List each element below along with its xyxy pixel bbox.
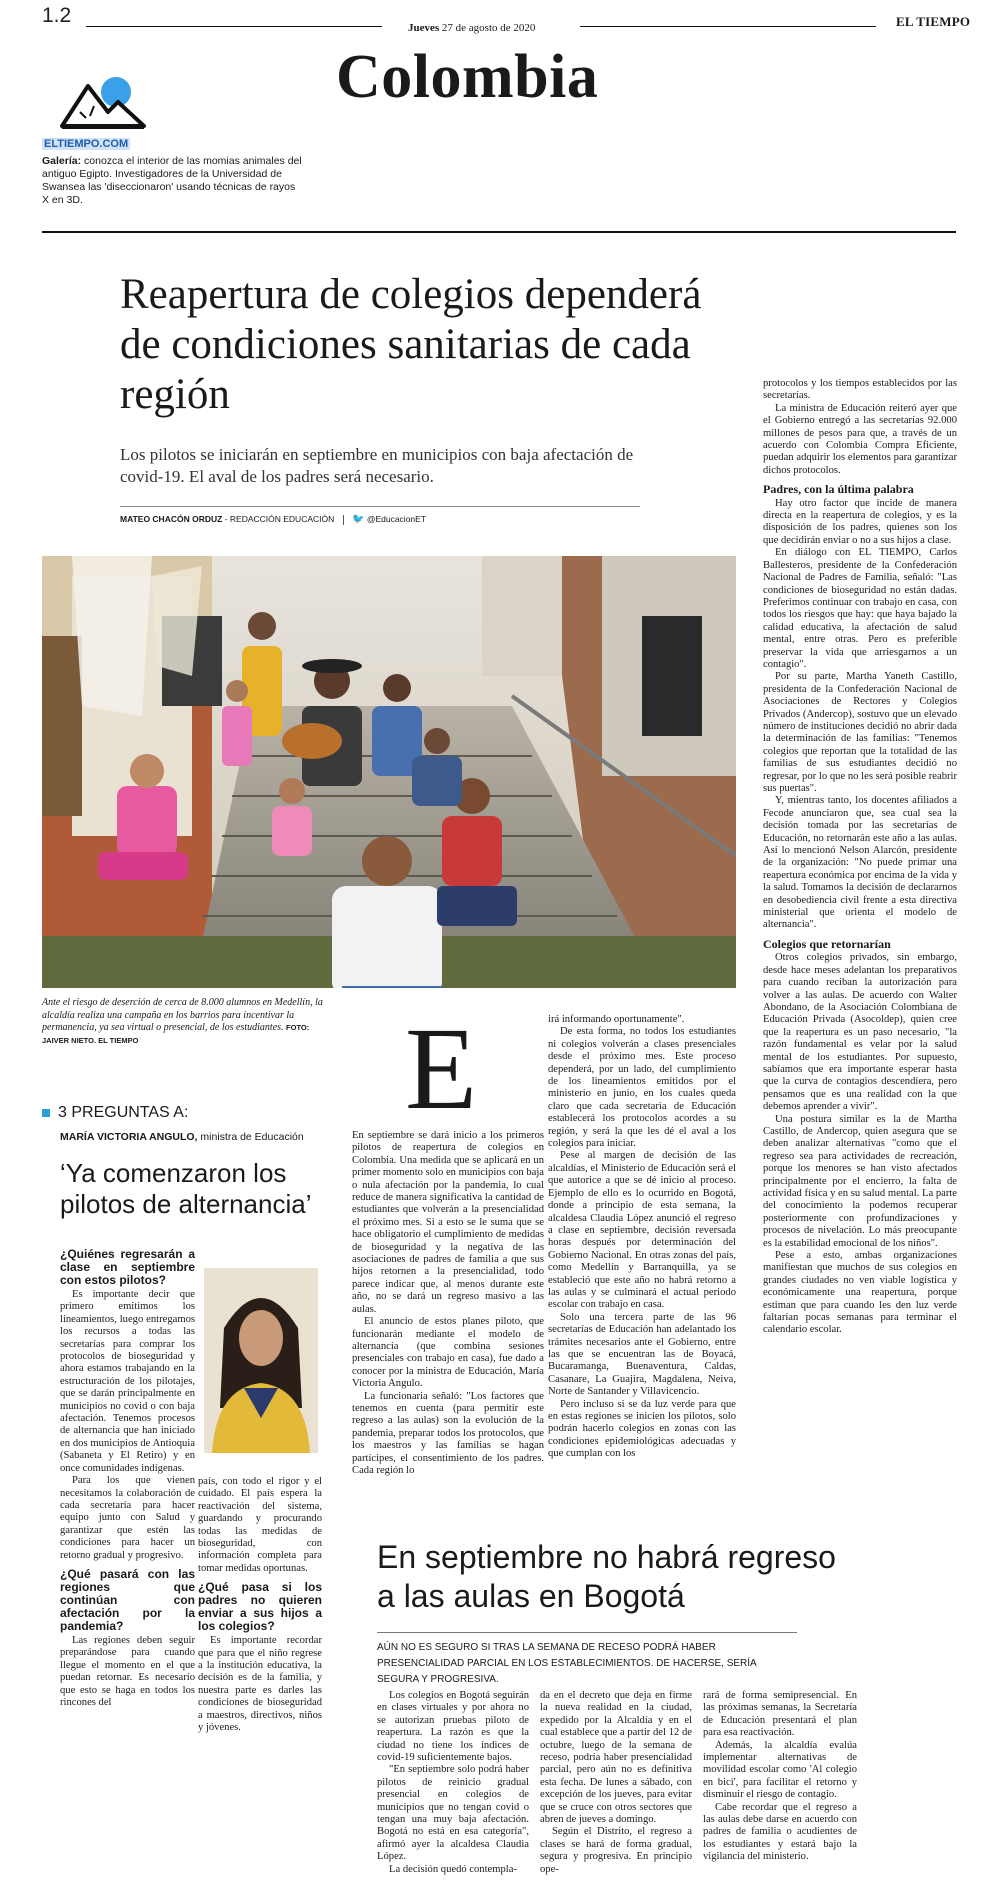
- byline-rule: [120, 506, 640, 507]
- masthead-rule-right: [580, 26, 876, 27]
- top-section-rule: [42, 231, 956, 233]
- drop-cap: E: [405, 1003, 478, 1134]
- section-title: Colombia: [336, 43, 599, 111]
- article-headline: Reapertura de colegios dependerá de condiciones sanitarias de cada región: [120, 271, 702, 418]
- article-deck: Los pilotos se iniciarán en septiembre en municipios con baja afectación de covid-19. El aval de los padres será necesario.: [120, 445, 634, 486]
- article-photo: [42, 556, 736, 988]
- interview-column-1: ¿Quiénes regresarán a clase en septiembre con estos pilotos? Es importante decir que primero emitimos los lineamientos, luego entregamos los recursos a todas las secretarías para comprar los protocolos de bioseguridad y ahora estamos trabajando en la estructuración de los pilotajes, que se darán principalmente en municipios no covid o con baja afectación. Tenemos procesos de alternancia que han iniciado en dos municipios de Antioquia (Sabaneta y El Retiro) y en once comunidades indígenas. Para los que vienen necesitamos la colaboración de cada secretaría para hacer equipo junto con Salud y garantizar que estén las condiciones para hacer un retorno gradual y progresivo. ¿Qué pasará con las regiones que continúan con afectación por la pandemia? Las regiones deben seguir preparándose para cuando llegue el momento en el que puedan retornar. Es necesario que esto se haga en todos los rincones del: [60, 1247, 195, 1708]
- photo-caption: Ante el riesgo de deserción de cerca de 8.000 alumnos en Medellín, la alcaldía realiza una campaña en los barrios para incentivar la permanencia, ya sea virtual o presencial, de los estudiantes. FOTO: JAIVER NIETO. EL TIEMPO: [42, 997, 323, 1045]
- photo-credit: FOTO: JAIVER NIETO. EL TIEMPO: [42, 1023, 310, 1045]
- page-date: Jueves 27 de agosto de 2020: [408, 22, 536, 34]
- interview-column-2: país, con todo el rigor y el cuidado. El país espera la reactivación del sistema, guardando y procurando todas las medidas de bioseguridad, con información completa para tomar medidas oportunas. ¿Qué pasa si los padres no quieren enviar a sus hijos a los colegios? Es importante recordar que para que el niño regrese a la institución educativa, la decisión es de la familia, y nuestra parte es darles las condiciones de bioseguridad a maestros, directivos, niños y jóvenes.: [198, 1476, 322, 1734]
- page-number: 1.2: [42, 4, 72, 27]
- twitter-icon: 🐦: [352, 514, 365, 525]
- promo-icon: [58, 72, 148, 132]
- article-column-2: irá informando oportunamente". De esta forma, no todos los estudiantes ni colegios volverán a clases presenciales desde el próximo mes. Este proceso dependerá, por un lado, del cumplimiento de los lineamientos emitidos por el ministerio en junio, en los cuales queda claro que cada secretaría de Educación establecerá los protocolos acordes a su región, y será la que les dé el aval a los colegios para iniciar. Pese al margen de decisión de las alcaldías, el Ministerio de Educación será el que autorice a que se dé inicio al proceso. Ejemplo de ello es lo ocurrido en Bogotá, donde a principio de esta semana, la alcaldesa Claudia López anunció el regreso a clase en septiembre, decisión reversada horas después por determinación del Gobierno Nacional. En otras zonas del país, como Medellín y Barranquilla, ya se estableció que este año no habrá retorno a las aulas y se culminará el actual periodo escolar con trabajo en casa. Solo una tercera parte de las 96 secretarías de Educación han adelantado los trámites necesarios ante el Gobierno, entre las que se encuentran las de Boyacá, Bucaramanga, Buenaventura, Caldas, Casanare, La Guajira, Magdalena, Neiva, Norte de Santander y Villavicencio. Pero incluso si se da luz verde para que en estas regiones se inicien los pilotos, solo podrán hacerlo colegios en zonas con las condiciones epidemiológicas adecuadas y que cumplan con los: [548, 1014, 736, 1460]
- promo-site-link[interactable]: ELTIEMPO.COM: [44, 138, 129, 150]
- sidebar-column-2: da en el decreto que deja en firme la nueva realidad en la ciudad, expedido por la Alcaldía y en el cual establece que a partir del 12 de octubre, luego de la semana de receso, podría haber presencialidad parcial, pero aún no es definitiva esta fecha. De lunes a sábado, con excepción de los jueves, para evitar que se cruce con otros sectores que abren de jueves a domingo. Según el Distrito, el regreso a clases se hará de forma gradual, segura y progresiva. En principio ope-: [540, 1690, 692, 1875]
- interview-kicker: 3 PREGUNTAS A:: [42, 1104, 188, 1122]
- sidebar-rule: [377, 1632, 797, 1633]
- sidebar-deck: AÚN NO ES SEGURO SI TRAS LA SEMANA DE RECESO PODRÁ HABER PRESENCIALIDAD PARCIAL EN LOS ESTABLECIMIENTOS. DE HACERSE, SERÍA SEGURA Y PROGRESIVA.: [377, 1642, 757, 1685]
- interview-byline: MARÍA VICTORIA ANGULO, ministra de Educación: [60, 1131, 304, 1143]
- article-column-1: En septiembre se dará inicio a los primeros pilotos de reapertura de colegios en Colombia. Una medida que se aplicará en un primer momento solo en municipios con baja o nula afectación por la pandemia, lo cual reduce de manera significativa la cantidad de estudiantes que volverán a la presencialidad el próximo mes. Si a esto se le suma que se hace obligatorio el cumplimiento de medidas de bioseguridad y la negativa de las asociaciones de padres de familia a que sus hijos retornen a la presencialidad, todo parece indicar que, al menos durante este año, no se dará un regreso masivo a las aulas. El anuncio de estos planes piloto, que funcionarán mediante el modelo de alternancia (que combina sesiones presenciales con trabajo en casa), fue dado a conocer por la ministra de Educación, María Victoria Angulo. La funcionaria señaló: "Los factores que tenemos en cuenta (para permitir este regreso a las aulas) son la evolución de la pandemia, preparar todos los protocolos, que los maestros y las familias se hagan partícipes, el consentimiento de los padres. Cada región lo: [352, 1130, 544, 1476]
- article-column-3: protocolos y los tiempos establecidos por las secretarías. La ministra de Educación reiteró ayer que el Gobierno entregó a las secretarías 92.000 millones de pesos para que, a través de un acuerdo con Colombia Compra Eficiente, puedan adquirir los elementos para garantizar dichos protocolos. Padres, con la última palabra Hay otro factor que incide de manera directa en la reapertura de colegios, y es la disposición de los padres, quienes son los que decidirán enviar o no a sus hijos a clase. En diálogo con EL TIEMPO, Carlos Ballesteros, presidente de la Confederación Nacional de Padres de Familia, señaló: "Las condiciones de bioseguridad no están dadas. Preferimos continuar con trabajo en casa, con todos los riesgos que hay: que haya bajado la calidad educativa, la afectación de salud mental, entre otras. Pero es preferible preservar la vida que arriesgarnos a un contagio". Por su parte, Martha Yaneth Castillo, presidenta de la Confederación Nacional de Asociaciones de Rectores y Colegios Privados (Andercop), sostuvo que un elevado número de instituciones decidió no abrir dada la determinación de las familias: "Tenemos colegios que reportan que la totalidad de las familias de sus estudiantes decidió no regresar, por lo que no les será posible reabrir sus puertas". Y, mientras tanto, los docentes afiliados a Fecode anunciaron que, sea cual sea la decisión tomada por las secretarías de Educación, no retornarán este año a las aulas. Así lo mencionó Nelson Alarcón, presidente de la organización: "No puede primar una reapertura económica por encima de la vida y la salud. Tomamos la decisión de declararnos en desobediencia civil frente a esta directiva ministerial que orienta el modelo de alternancia". Colegios que retornarían Otros colegios privados, sin embargo, desde hace meses adelantan los preparativos para cuando reciban la autorización para volver a las aulas. De acuerdo con Walter Abondano, de la Asociación Colombiana de Educación Privada (Asocoldep), quien cree que la reapertura es un paso necesario, "la razón fundamental es velar por la salud mental de los estudiantes. Por supuesto, sabíamos que era importante esperar hasta que la curva de contagios descendiera, pero pensamos que es una realidad con la que debemos aprender a vivir". Una postura similar es la de Martha Castillo, de Andercop, quien asegura que se deben analizar alternativas "como que el regreso sea para actividades de recreación, porque los menores se han visto afectados principalmente por el encierro, la falta de actividad física y en su salud mental. La parte del conocimiento la podemos recuperar posteriormente con profundizaciones y procesos de nivelación. Lo más preocupante es la estabilidad emocional de los niños". Pese a esto, ambas organizaciones manifiestan que muchos de sus colegios en grandes ciudades no ven viable logística y económicamente una reapertura, porque estiman que para cuando les den luz verde faltarían pocas semanas para terminar el calendario escolar.: [763, 378, 957, 1336]
- sidebar-headline: En septiembre no habrá regreso a las aulas en Bogotá: [377, 1539, 836, 1614]
- masthead-rule-left: [86, 26, 382, 27]
- minister-portrait: [204, 1268, 318, 1453]
- sidebar-column-3: rará de forma semipresencial. En las próximas semanas, la Secretaría de Educación presentará el plan para esa reactivación. Además, la alcaldía evalúa implementar alternativas de movilidad escolar como 'Al colegio en bici', para facilitar el retorno y disminuir el riesgo de contagio. Cabe recordar que el regreso a las aulas debe darse en acuerdo con padres de familia o acudientes de los estudiantes y estará bajo la vigilancia del ministerio.: [703, 1690, 857, 1863]
- sidebar-column-1: Los colegios en Bogotá seguirán en clases virtuales y por ahora no se autorizan pruebas piloto de reapertura. La razón es que la ciudad no tiene los índices de covid-19 suficientemente bajos. "En septiembre solo podrá haber pilotos de reinicio gradual presencial en colegios de municipios que no tengan covid o tengan una muy baja afectación. Bogotá no está en esa categoría", afirmó ayer la alcaldesa Claudia López. La decisión quedó contempla-: [377, 1690, 529, 1875]
- twitter-handle[interactable]: @EducacionET: [366, 514, 427, 524]
- byline: MATEO CHACÓN ORDUZ - REDACCIÓN EDUCACIÓN 🐦 @EducacionET: [120, 514, 427, 525]
- interview-headline: ‘Ya comenzaron los pilotos de alternancia’: [60, 1158, 312, 1219]
- promo-text: Galería: conozca el interior de las momias animales del antiguo Egipto. Investigadores de la Universidad de Swansea las 'diseccionaron' usando técnicas de rayos X en 3D.: [42, 155, 302, 206]
- kicker-square-icon: [42, 1109, 50, 1117]
- brand-logo: EL TIEMPO: [896, 14, 971, 29]
